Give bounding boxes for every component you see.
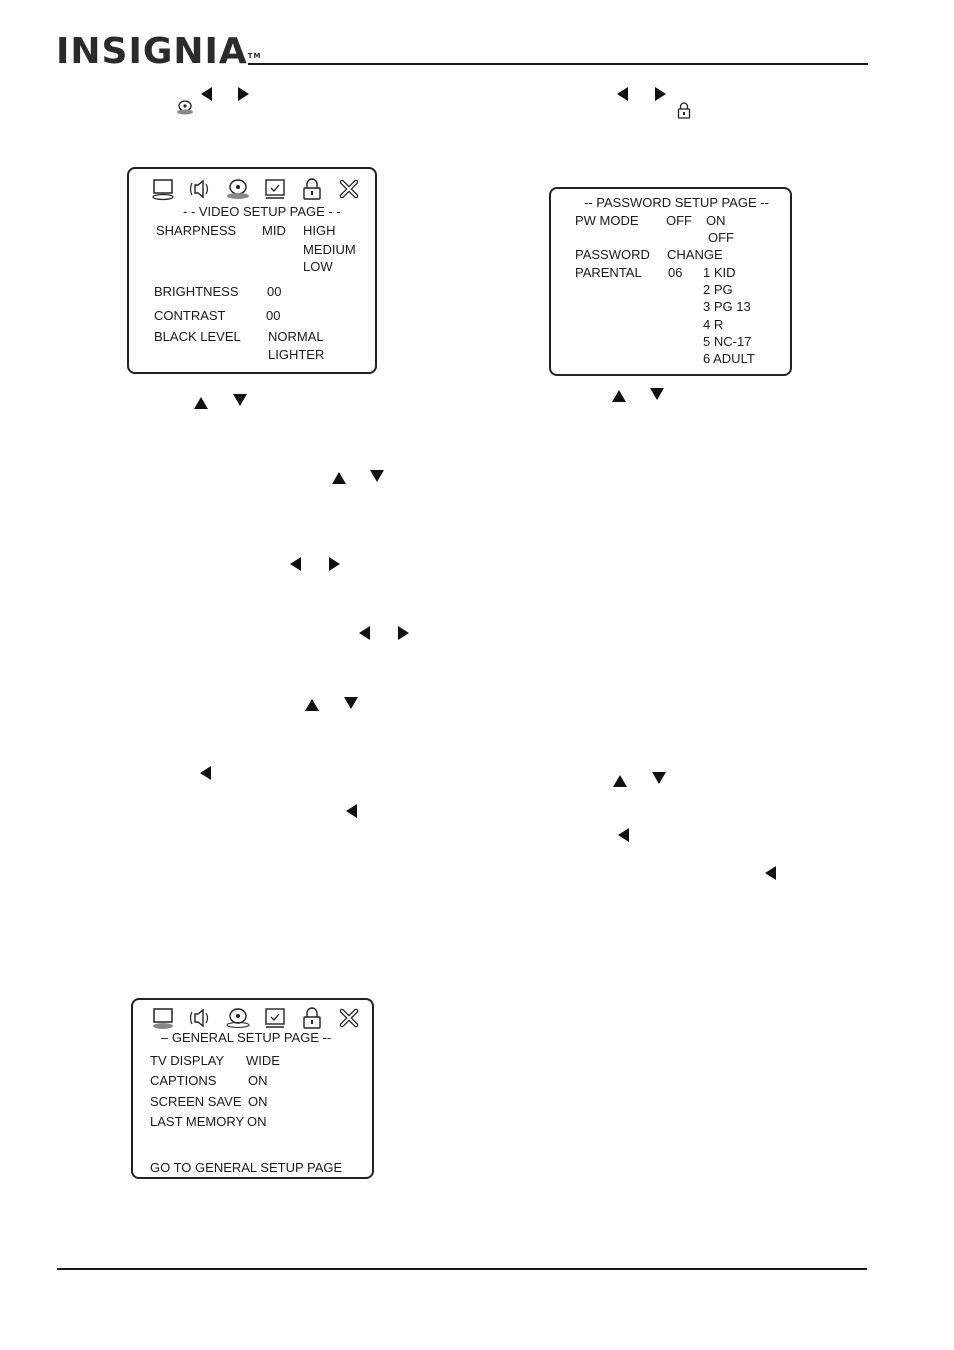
left-arrow-icon bbox=[346, 804, 357, 818]
tv-icon bbox=[151, 177, 177, 201]
down-arrow-icon bbox=[233, 394, 247, 406]
right-arrow-icon bbox=[398, 626, 409, 640]
parental-option: 2 PG bbox=[703, 282, 733, 297]
black-level-option: LIGHTER bbox=[268, 347, 325, 362]
last-memory-label: LAST MEMORY bbox=[150, 1114, 245, 1129]
general-setup-screen bbox=[131, 998, 374, 1179]
exit-icon bbox=[336, 177, 362, 201]
screen-save-value: ON bbox=[248, 1094, 268, 1109]
tv-display-value: WIDE bbox=[246, 1053, 280, 1068]
password-setup-screen bbox=[549, 187, 792, 376]
black-level-option: NORMAL bbox=[268, 329, 324, 344]
parental-option: 6 ADULT bbox=[703, 351, 755, 366]
audio-icon bbox=[188, 177, 214, 201]
up-arrow-icon bbox=[305, 699, 319, 711]
video-disc-icon bbox=[225, 1006, 251, 1030]
sharpness-label: SHARPNESS bbox=[156, 223, 237, 238]
video-setup-screen bbox=[127, 167, 377, 374]
left-arrow-icon bbox=[201, 87, 212, 101]
brightness-label: BRIGHTNESS bbox=[154, 284, 239, 299]
up-arrow-icon bbox=[332, 472, 346, 484]
audio-icon bbox=[188, 1006, 214, 1030]
tv-display-label: TV DISPLAY bbox=[150, 1053, 225, 1068]
tv-icon bbox=[151, 1006, 177, 1030]
up-arrow-icon bbox=[613, 775, 627, 787]
contrast-value: 00 bbox=[266, 308, 281, 323]
screen-title: – GENERAL SETUP PAGE -- bbox=[161, 1030, 332, 1045]
sharpness-value: MID bbox=[262, 223, 286, 238]
contrast-label: CONTRAST bbox=[154, 308, 226, 323]
exit-icon bbox=[336, 1006, 362, 1030]
left-arrow-icon bbox=[618, 828, 629, 842]
parental-label: PARENTAL bbox=[575, 265, 642, 280]
parental-option: 4 R bbox=[703, 317, 724, 332]
pw-mode-label: PW MODE bbox=[575, 213, 639, 228]
menu-icon-bar bbox=[151, 177, 362, 201]
screen-title: - - VIDEO SETUP PAGE - - bbox=[183, 204, 341, 219]
parental-option: 1 KID bbox=[703, 265, 736, 280]
screen-save-label: SCREEN SAVE bbox=[150, 1094, 242, 1109]
sharpness-option: MEDIUM bbox=[303, 242, 356, 257]
brightness-value: 00 bbox=[267, 284, 282, 299]
down-arrow-icon bbox=[344, 697, 358, 709]
lock-icon bbox=[299, 1006, 325, 1030]
preference-icon bbox=[262, 177, 288, 201]
screen-title: -- PASSWORD SETUP PAGE -- bbox=[584, 195, 769, 210]
lock-icon bbox=[677, 101, 691, 119]
left-arrow-icon bbox=[765, 866, 776, 880]
general-footer-text: GO TO GENERAL SETUP PAGE bbox=[150, 1160, 343, 1175]
insignia-logo: INSIGNIA™ bbox=[56, 31, 262, 72]
footer-rule bbox=[57, 1268, 867, 1270]
right-arrow-icon bbox=[655, 87, 666, 101]
sharpness-option: LOW bbox=[303, 259, 333, 274]
video-disc-icon bbox=[225, 177, 251, 201]
lock-icon bbox=[299, 177, 325, 201]
password-label: PASSWORD bbox=[575, 247, 650, 262]
header-rule bbox=[248, 63, 868, 65]
right-arrow-icon bbox=[238, 87, 249, 101]
parental-value: 06 bbox=[668, 265, 683, 280]
left-arrow-icon bbox=[617, 87, 628, 101]
pw-mode-option: ON bbox=[706, 213, 726, 228]
right-arrow-icon bbox=[329, 557, 340, 571]
preference-icon bbox=[262, 1006, 288, 1030]
captions-label: CAPTIONS bbox=[150, 1073, 217, 1088]
up-arrow-icon bbox=[612, 390, 626, 402]
pw-mode-option: OFF bbox=[708, 230, 734, 245]
captions-value: ON bbox=[248, 1073, 268, 1088]
password-value: CHANGE bbox=[667, 247, 723, 262]
parental-option: 5 NC-17 bbox=[703, 334, 752, 349]
left-arrow-icon bbox=[359, 626, 370, 640]
pw-mode-value: OFF bbox=[666, 213, 692, 228]
last-memory-value: ON bbox=[247, 1114, 267, 1129]
video-disc-icon bbox=[176, 99, 194, 115]
up-arrow-icon bbox=[194, 397, 208, 409]
down-arrow-icon bbox=[652, 772, 666, 784]
left-arrow-icon bbox=[290, 557, 301, 571]
down-arrow-icon bbox=[650, 388, 664, 400]
sharpness-option: HIGH bbox=[303, 223, 336, 238]
black-level-label: BLACK LEVEL bbox=[154, 329, 241, 344]
parental-option: 3 PG 13 bbox=[703, 299, 751, 314]
left-arrow-icon bbox=[200, 766, 211, 780]
menu-icon-bar bbox=[151, 1006, 362, 1030]
down-arrow-icon bbox=[370, 470, 384, 482]
